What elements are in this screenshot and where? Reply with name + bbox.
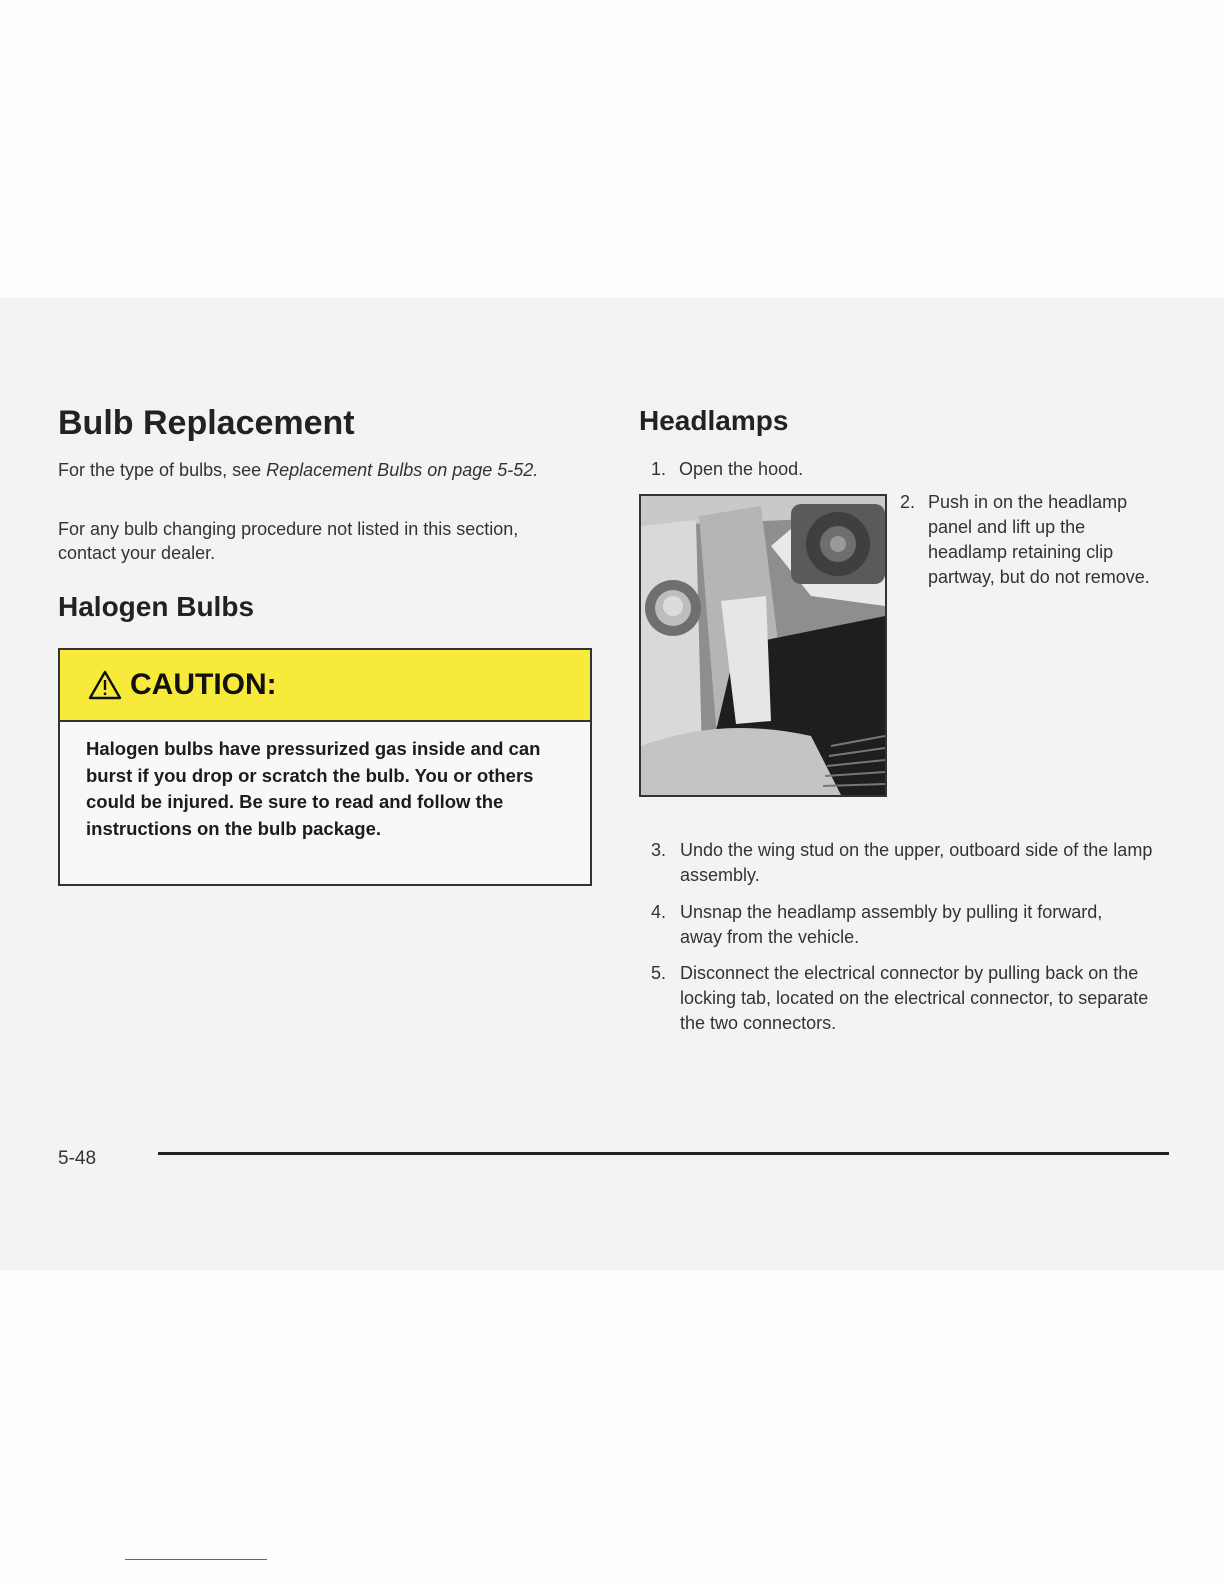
step-text: Unsnap the headlamp assembly by pulling it forward, away from the vehicle.: [680, 902, 1103, 947]
headlamps-heading: Headlamps: [639, 405, 789, 436]
step-4: [651, 900, 1121, 950]
intro-paragraph: [58, 458, 558, 482]
step-text: Open the hood.: [679, 459, 804, 479]
warning-triangle-icon: [88, 670, 122, 700]
step-2: [900, 490, 1168, 590]
dealer-paragraph: For any bulb changing procedure not listed in this section, contact your dealer.: [58, 519, 519, 563]
intro-prefix: For the type of bulbs, see: [58, 460, 267, 480]
step-number: 1.: [651, 459, 667, 479]
step-5: [651, 961, 1171, 1036]
headlamp-illustration: [641, 496, 885, 795]
page-title: Bulb Replacement: [58, 404, 355, 442]
page-number: 5-48: [58, 1148, 97, 1169]
intro-reference: Replacement Bulbs on page 5-52.: [266, 460, 539, 480]
step-number: 4.: [651, 902, 667, 922]
bottom-link-underline: [125, 1559, 267, 1560]
step-number: 5.: [651, 963, 667, 983]
step-3: [651, 838, 1171, 888]
caution-text: Halogen bulbs have pressurized gas inside and can burst if you drop or scratch the bulb. You or others could be injured. Be sure to read and follow the instructions on the bulb package.: [86, 738, 541, 839]
headlamp-photo: [639, 494, 887, 797]
halogen-heading: Halogen Bulbs: [58, 591, 255, 622]
caution-header: [60, 650, 590, 722]
footer-divider: [158, 1152, 1169, 1155]
step-text: Disconnect the electrical connector by pulling back on the locking tab, located on the electrical connector, to separate the two connectors.: [680, 963, 1149, 1033]
caution-box: [58, 648, 592, 886]
step-text: Push in on the headlamp panel and lift up the headlamp retaining clip partway, but do not remove.: [928, 492, 1150, 587]
step-number: 3.: [651, 840, 667, 860]
step-text: Undo the wing stud on the upper, outboard side of the lamp assembly.: [680, 840, 1153, 885]
caution-label: CAUTION:: [130, 668, 277, 701]
step-number: 2.: [900, 492, 916, 512]
step-1: [651, 457, 1171, 482]
